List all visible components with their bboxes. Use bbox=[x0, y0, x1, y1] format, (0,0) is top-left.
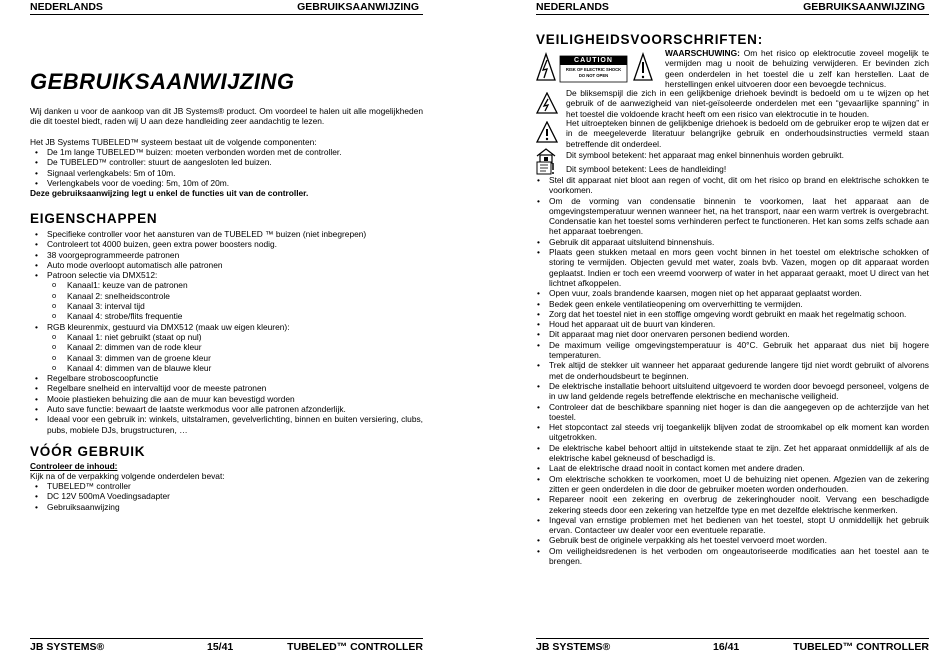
warning-paragraph bbox=[665, 48, 929, 89]
contents-subheading: Controleer de inhoud: bbox=[30, 461, 118, 471]
page-footer bbox=[536, 638, 929, 654]
components-list bbox=[30, 147, 423, 188]
sub-list-item: o Kanaal 2: dimmen van de rode kleur bbox=[30, 342, 423, 352]
features-list bbox=[30, 229, 423, 435]
list-item: • Patroon selectie via DMX512: bbox=[30, 270, 423, 280]
list-item: • Dit apparaat mag niet door onervaren personen bediend worden. bbox=[532, 329, 929, 339]
list-item: • De elektrische installatie behoort uitsluitend uitgevoerd te worden door bevoegd personeel, volgens de in uw land geldende regels betreffende elektrische en mechanische veiligheid. bbox=[532, 381, 929, 402]
list-item: • Controleert tot 4000 buizen, geen extra power boosters nodig. bbox=[30, 239, 423, 249]
warning-text: Om het risico op elektrocutie zoveel mogelijk te vermijden mag u nooit de behuizing verwijderen. Er bevinden zich geen onderdelen in het toestel die u zelf kan herstellen. Laat de herstellingen enkel uitvoeren door een bevoegde technicus. bbox=[665, 48, 929, 89]
contents-intro: Kijk na of de verpakking volgende onderdelen bevat: bbox=[30, 471, 225, 481]
document-title: GEBRUIKSAANWIJZING bbox=[30, 69, 295, 94]
before-use-heading: VÓÓR GEBRUIK bbox=[30, 444, 146, 459]
sub-list-item: o Kanaal 4: dimmen van de blauwe kleur bbox=[30, 363, 423, 373]
manual-description: Dit symbool betekent: Lees de handleiding! bbox=[566, 164, 727, 174]
list-item: • Gebruiksaanwijzing bbox=[30, 502, 423, 512]
header-title: GEBRUIKSAANWIJZING bbox=[803, 1, 925, 13]
features-heading: EIGENSCHAPPEN bbox=[30, 211, 158, 226]
list-item: • Om veiligheidsredenen is het verboden om ongeautoriseerde modificaties aan het toestel aan te brengen. bbox=[532, 546, 929, 567]
list-item: • Om de vorming van condensatie binnenin te voorkomen, laat het apparaat aan de omgevingstemperatuur wennen wanneer het, na het transport, naar een warm vertrek is overgebracht. Condensatie kan het toestel soms verhinderen perfect te functioneren. Het kan soms zelfs schade aan het apparaat toebrengen. bbox=[532, 196, 929, 237]
footer-brand: JB SYSTEMS® bbox=[536, 641, 611, 653]
header-language: NEDERLANDS bbox=[536, 1, 609, 13]
list-item: • Verlengkabels voor de voeding: 5m, 10m of 20m. bbox=[30, 178, 423, 188]
page-right bbox=[536, 0, 929, 654]
list-item: • Om elektrische schokken te voorkomen, moet U de behuizing niet openen. Afgezien van de zekering zitten er geen onderdelen in die door de gebruiker moeten worden onderhouden. bbox=[532, 474, 929, 495]
list-item: • Ingeval van ernstige problemen met het bedienen van het toestel, stopt U onmiddellijk het gebruik ervan. Contacteer uw dealer voor een eventuele reparatie. bbox=[532, 515, 929, 536]
caution-line-2: DO NOT OPEN bbox=[578, 73, 609, 78]
list-item: • Trek altijd de stekker uit wanneer het apparaat gedurende langere tijd niet wordt gebruikt of alvorens met de onderhoudsbeurt te beginnen. bbox=[532, 360, 929, 381]
exclamation-warning-icon bbox=[536, 121, 558, 143]
footer-page-number: 15/41 bbox=[207, 641, 234, 653]
safety-rules-list bbox=[532, 175, 929, 566]
page-left bbox=[30, 0, 423, 654]
lightning-description: De bliksemspijl die zich in een gelijkbenige driehoek bevindt is bedoeld om u te wijzen op het gebruik of de aanwezigheid van niet-geïsoleerde onderdelen met een “gevaarlijke spanning” in het toestel die voldoende kracht heeft om een risico van elektrocutie in te houden. bbox=[566, 88, 929, 119]
caution-line-1: RISK OF ELECTRIC SHOCK bbox=[565, 67, 622, 72]
list-item: • Plaats geen stukken metaal en mors geen vocht binnen in het toestel om elektrische schokken of storing te vermijden. Objecten gevuld met water, zoals bvb. Vazen, mogen op dit apparaat worden geplaatst. Indien er toch een vreemd voorwerp of water in het apparaat geraakt, moet U direct van het lichtnet afkoppelen. bbox=[532, 247, 929, 288]
page-footer bbox=[30, 638, 423, 654]
list-item: • Houd het apparaat uit de buurt van kinderen. bbox=[532, 319, 929, 329]
page-header bbox=[536, 0, 929, 15]
list-item: • Regelbare stroboscoopfunctie bbox=[30, 373, 423, 383]
list-item: • Zorg dat het toestel niet in een stoffige omgeving wordt gebruikt en maak het regelmatig schoon. bbox=[532, 309, 929, 319]
caution-label bbox=[536, 52, 658, 84]
page-header bbox=[30, 0, 423, 15]
manual-icon bbox=[536, 161, 556, 175]
list-item: • Gebruik best de originele verpakking als het toestel vervoerd moet worden. bbox=[532, 535, 929, 545]
list-item: • Auto save functie: bewaart de laatste werkmodus voor alle patronen afzonderlijk. bbox=[30, 404, 423, 414]
components-intro: Het JB Systems TUBELED™ systeem bestaat uit de volgende componenten: bbox=[30, 137, 317, 147]
list-item: • Open vuur, zoals brandende kaarsen, mogen niet op het apparaat geplaatst worden. bbox=[532, 288, 929, 298]
list-item: • De elektrische kabel behoort altijd in uitstekende staat te zijn. Zet het apparaat onmiddellijk af als de elektrische kabel gekneusd of beschadigd is. bbox=[532, 443, 929, 464]
sub-list-item: o Kanaal 3: dimmen van de groene kleur bbox=[30, 353, 423, 363]
list-item: • De maximum veilige omgevingstemperatuur is 40°C. Gebruik het apparaat dus niet bij hogere temperaturen. bbox=[532, 340, 929, 361]
header-title: GEBRUIKSAANWIJZING bbox=[297, 1, 419, 13]
lightning-warning-icon bbox=[536, 92, 558, 114]
sub-list-item: o Kanaal 2: snelheidscontrole bbox=[30, 291, 423, 301]
list-item: • RGB kleurenmix, gestuurd via DMX512 (maak uw eigen kleuren): bbox=[30, 322, 423, 332]
contents-list bbox=[30, 481, 423, 512]
indoor-description: Dit symbool betekent: het apparaat mag enkel binnenhuis worden gebruikt. bbox=[566, 150, 844, 160]
list-item: • Auto mode overloopt automatisch alle patronen bbox=[30, 260, 423, 270]
list-item: • Het stopcontact zal steeds vrij toegankelijk blijven zodat de stroomkabel op elk moment kan worden uitgetrokken. bbox=[532, 422, 929, 443]
list-item: • Bedek geen enkele ventilatieopening om oververhitting te vermijden. bbox=[532, 299, 929, 309]
list-item: • Signaal verlengkabels: 5m of 10m. bbox=[30, 168, 423, 178]
footer-brand: JB SYSTEMS® bbox=[30, 641, 105, 653]
list-item: • Stel dit apparaat niet bloot aan regen of vocht, dit om het risico op brand en elektrische schokken te voorkomen. bbox=[532, 175, 929, 196]
footer-product: TUBELED™ CONTROLLER bbox=[793, 641, 929, 653]
safety-heading: VEILIGHEIDSVOORSCHRIFTEN: bbox=[536, 32, 764, 47]
list-item: • Gebruik dit apparaat uitsluitend binnenshuis. bbox=[532, 237, 929, 247]
sub-list-item: o Kanaal 4: strobe/flits frequentie bbox=[30, 311, 423, 321]
list-item: • Mooie plastieken behuizing die aan de muur kan bevestigd worden bbox=[30, 394, 423, 404]
sub-list-item: o Kanaal 1: niet gebruikt (staat op nul) bbox=[30, 332, 423, 342]
sub-list-item: o Kanaal1: keuze van de patronen bbox=[30, 280, 423, 290]
list-item: • De 1m lange TUBELED™ buizen: moeten verbonden worden met de controller. bbox=[30, 147, 423, 157]
header-language: NEDERLANDS bbox=[30, 1, 103, 13]
intro-paragraph: Wij danken u voor de aankoop van dit JB Systems® product. Om voordeel te halen uit alle mogelijkheden die dit toestel biedt, raden wij U aan deze handleiding zeer aandachtig te lezen. bbox=[30, 106, 423, 127]
footer-page-number: 16/41 bbox=[713, 641, 740, 653]
components-note: Deze gebruiksaanwijzing legt u enkel de functies uit van de controller. bbox=[30, 188, 309, 198]
list-item: • De TUBELED™ controller: stuurt de aangesloten led buizen. bbox=[30, 157, 423, 167]
caution-title: CAUTION bbox=[574, 57, 613, 64]
list-item: • TUBELED™ controller bbox=[30, 481, 423, 491]
list-item: • Laat de elektrische draad nooit in contact komen met andere draden. bbox=[532, 463, 929, 473]
list-item: • 38 voorgeprogrammeerde patronen bbox=[30, 250, 423, 260]
list-item: • Controleer dat de beschikbare spanning niet hoger is dan die aangegeven op de achterzijde van het toestel. bbox=[532, 402, 929, 423]
list-item: • DC 12V 500mA Voedingsadapter bbox=[30, 491, 423, 501]
list-item: • Repareer nooit een zekering en overbrug de zekeringhouder nooit. Vervang een beschadigde zekering steeds door een zekering van hetzelfde type en met dezelfde elektrische kenmerken. bbox=[532, 494, 929, 515]
list-item: • Specifieke controller voor het aansturen van de TUBELED ™ buizen (niet inbegrepen) bbox=[30, 229, 423, 239]
sub-list-item: o Kanaal 3: interval tijd bbox=[30, 301, 423, 311]
exclamation-description: Het uitroepteken binnen de gelijkbenige driehoek is bedoeld om de gebruiker erop te wijzen dat er in de meegeleverde literatuur belangrijke gebruik en onderhoudsinstructies vermeld staan betreffende dit onderdeel. bbox=[566, 118, 929, 149]
warning-label: WAARSCHUWING: bbox=[665, 48, 740, 58]
list-item: • Ideaal voor een gebruik in: winkels, uitstalramen, gevelverlichting, binnen en buiten versiering, clubs, pubs, mobiele DJs, brugstructuren, … bbox=[30, 414, 423, 435]
footer-product: TUBELED™ CONTROLLER bbox=[287, 641, 423, 653]
list-item: • Regelbare snelheid en intervaltijd voor de meeste patronen bbox=[30, 383, 423, 393]
